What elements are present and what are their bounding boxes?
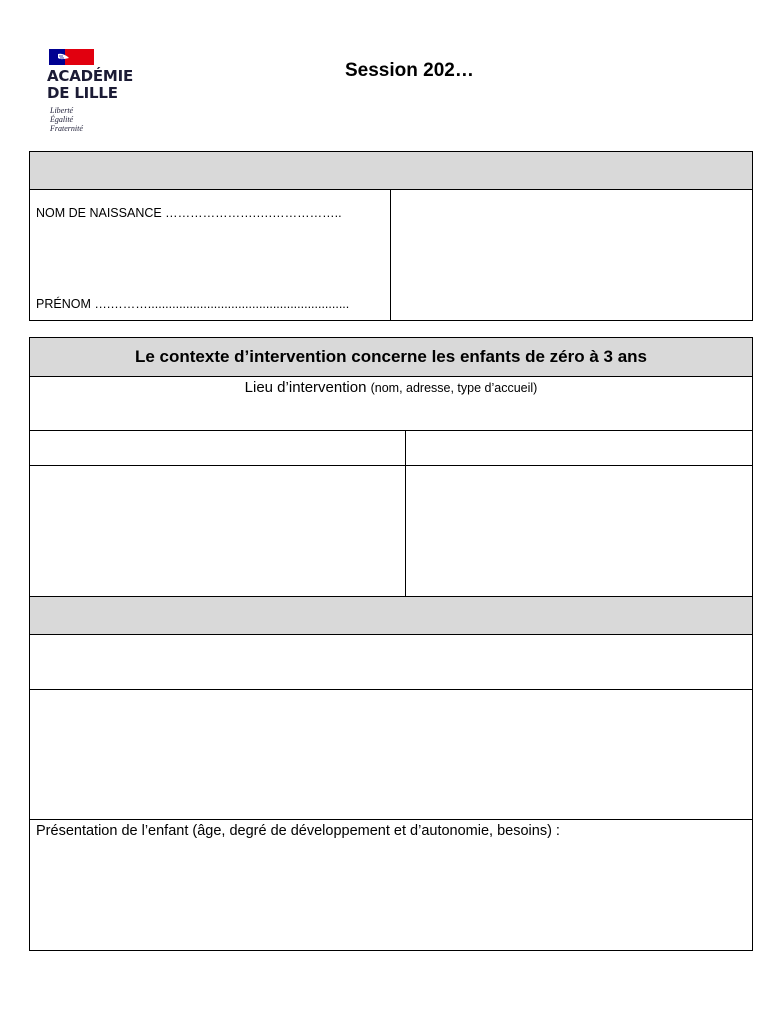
intervention-place-note: (nom, adresse, type d’accueil) — [370, 381, 538, 395]
republic-motto — [50, 106, 83, 133]
intervention-place-label — [30, 379, 752, 396]
intervention-place-title: Lieu d’intervention — [244, 379, 367, 396]
academie-name — [47, 68, 133, 102]
motto-fraternite: Fraternité — [50, 124, 83, 133]
marianne-logo-icon — [49, 49, 94, 65]
grid-column-divider — [405, 430, 406, 597]
lower-line-1 — [29, 689, 753, 690]
context-grid — [29, 376, 753, 597]
motto-liberte: Liberté — [50, 106, 74, 115]
section-header-bar-2 — [29, 596, 753, 635]
grid-line-2 — [29, 465, 753, 466]
lower-line-2 — [29, 819, 753, 820]
context-header-bar — [29, 337, 753, 377]
first-name-field[interactable]: PRÉNOM ….……….......................................................... — [36, 297, 350, 311]
child-presentation-label: Présentation de l’enfant (âge, degré de développement et d’autonomie, besoins) : — [36, 823, 560, 839]
session-title: Session 202… — [345, 60, 474, 81]
academie-name-line2: DE LILLE — [47, 84, 118, 102]
identity-header-bar — [29, 151, 753, 190]
identity-divider — [390, 189, 391, 321]
grid-line-1 — [29, 430, 753, 431]
lower-box — [29, 634, 753, 951]
motto-egalite: Égalité — [50, 115, 74, 124]
context-title: Le contexte d’intervention concerne les enfants de zéro à 3 ans — [134, 347, 648, 366]
birth-name-field[interactable]: NOM DE NAISSANCE ………………….….…………….. — [36, 206, 342, 220]
academie-name-line1: ACADÉMIE — [47, 67, 134, 85]
